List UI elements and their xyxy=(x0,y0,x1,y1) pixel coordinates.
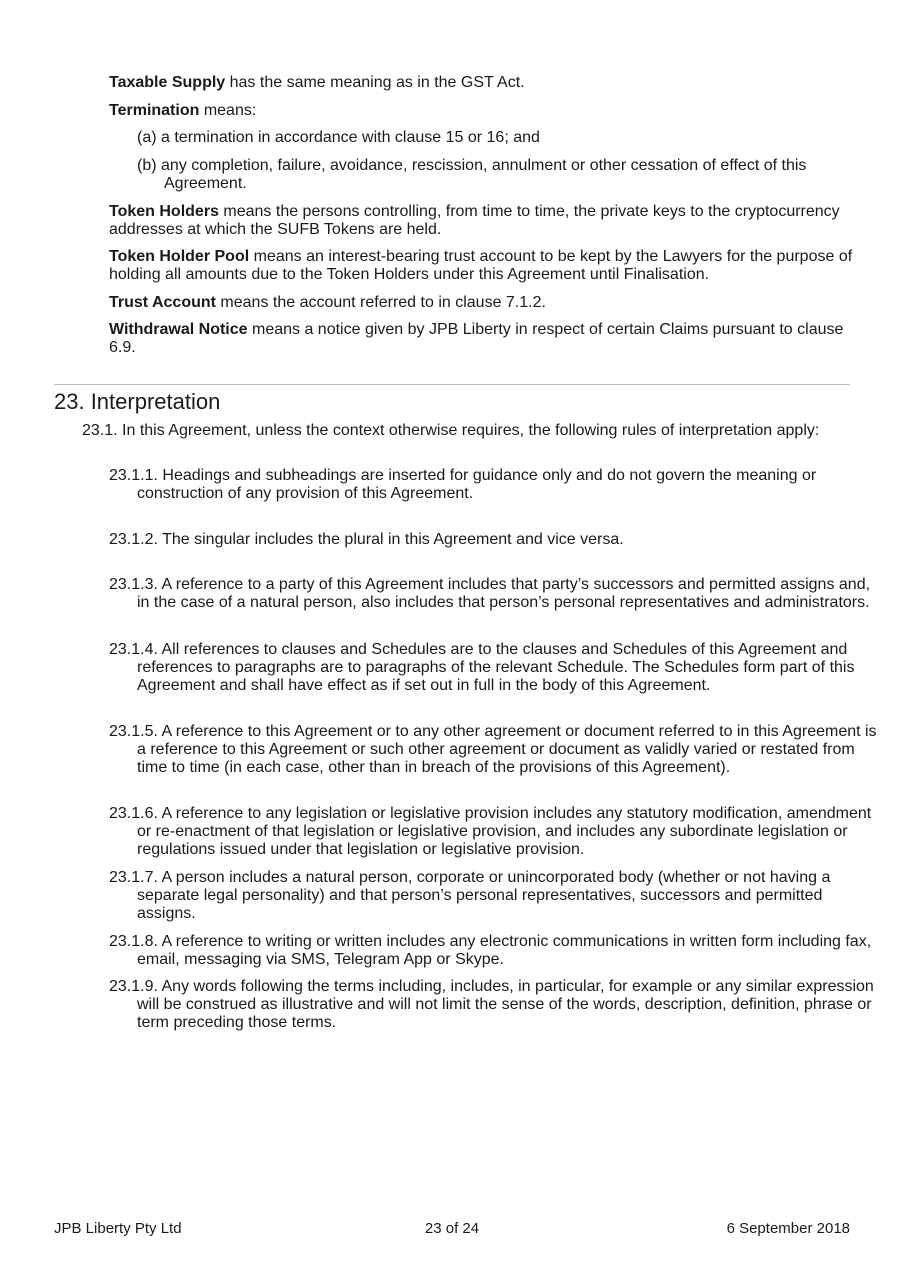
clause-number: 23.1.6. xyxy=(109,805,158,822)
definition-text: has the same meaning as in the GST Act. xyxy=(225,74,525,91)
definition-term: Trust Account xyxy=(109,294,216,311)
clause-number: 23.1.9. xyxy=(109,978,158,995)
clause-23-1-9 xyxy=(109,978,882,1032)
section-divider xyxy=(54,384,850,385)
termination-item-a xyxy=(137,129,879,147)
definition-text: means: xyxy=(199,102,257,119)
definition-text: means the persons controlling, from time to time, the private keys to the cryptocurrency addresses at which the SUFB Tokens are held. xyxy=(109,203,840,238)
section-heading: 23. Interpretation xyxy=(54,389,221,414)
definition-termination xyxy=(109,102,854,120)
clause-text: A reference to this Agreement or to any other agreement or document referred to in this Agreement is a reference to this Agreement or such other agreement or document as validly varied or restated from time to time (in each case, other than in breach of the provisions of this Agreement). xyxy=(137,723,877,776)
item-label: (b) xyxy=(137,157,157,174)
footer-company: JPB Liberty Pty Ltd xyxy=(54,1220,182,1237)
clause-23-1-8 xyxy=(109,933,882,969)
clause-23-1-7 xyxy=(109,869,882,923)
item-label: (a) xyxy=(137,129,157,146)
clause-text: A reference to writing or written includes any electronic communications in written form including fax, email, messaging via SMS, Telegram App or Skype. xyxy=(137,933,872,968)
definition-withdrawal-notice xyxy=(109,321,854,357)
clause-text: All references to clauses and Schedules are to the clauses and Schedules of this Agreement and references to paragraphs are to paragraphs of the relevant Schedule. The Schedules form part of this Agreement and shall have effect as if set out in full in the body of this Agreement. xyxy=(137,641,855,694)
clause-23-1-3 xyxy=(109,576,882,612)
clause-23-1-1 xyxy=(109,467,882,503)
definition-text: means an interest-bearing trust account to be kept by the Lawyers for the purpose of holding all amounts due to the Token Holders under this Agreement until Finalisation. xyxy=(109,248,853,283)
clause-number: 23.1.5. xyxy=(109,723,158,740)
definition-trust-account xyxy=(109,294,854,312)
clause-23-1-5 xyxy=(109,723,882,777)
definition-text: means the account referred to in clause 7.1.2. xyxy=(215,294,546,311)
clause-text: Any words following the terms including, includes, in particular, for example or any similar expression will be construed as illustrative and will not limit the sense of the words, description, definition, phrase or term preceding those terms. xyxy=(137,978,874,1031)
clause-number: 23.1. xyxy=(82,422,118,439)
clause-number: 23.1.2. xyxy=(109,531,158,548)
clause-23-1-2 xyxy=(109,531,882,549)
termination-item-b xyxy=(137,157,879,193)
definition-term: Token Holder Pool xyxy=(109,248,250,265)
clause-number: 23.1.3. xyxy=(109,576,158,593)
clause-text: A person includes a natural person, corporate or unincorporated body (whether or not having a separate legal personality) and that person’s personal representatives, successors and permitted assigns. xyxy=(137,869,831,922)
clause-number: 23.1.8. xyxy=(109,933,158,950)
definition-term: Termination xyxy=(109,102,200,119)
clause-text: In this Agreement, unless the context otherwise requires, the following rules of interpretation apply: xyxy=(122,422,820,439)
definition-text: means a notice given by JPB Liberty in respect of certain Claims pursuant to clause 6.9. xyxy=(109,321,844,356)
definition-term: Withdrawal Notice xyxy=(109,321,248,338)
clause-23-1-4 xyxy=(109,641,882,695)
clause-number: 23.1.1. xyxy=(109,467,158,484)
clause-text: A reference to any legislation or legislative provision includes any statutory modification, amendment or re-enactment of that legislation or legislative provision, and includes any subordinate legislation or regulations issued under that legislation or legislative provision. xyxy=(137,805,872,858)
definition-taxable-supply xyxy=(109,74,854,92)
clause-23-1-6 xyxy=(109,805,882,859)
item-text: any completion, failure, avoidance, rescission, annulment or other cessation of effect of this Agreement. xyxy=(161,157,807,192)
clause-number: 23.1.7. xyxy=(109,869,158,886)
clause-text: Headings and subheadings are inserted for guidance only and do not govern the meaning or construction of any provision of this Agreement. xyxy=(137,467,817,502)
clause-text: The singular includes the plural in this Agreement and vice versa. xyxy=(162,531,624,548)
definition-term: Token Holders xyxy=(109,203,219,220)
item-text: a termination in accordance with clause 15 or 16; and xyxy=(161,129,540,146)
footer-date: 6 September 2018 xyxy=(726,1220,850,1237)
clause-text: A reference to a party of this Agreement includes that party’s successors and permitted assigns and, in the case of a natural person, also includes that person’s personal representatives and administrators. xyxy=(137,576,871,611)
definition-token-holder-pool xyxy=(109,248,854,284)
clause-23-1 xyxy=(82,422,893,440)
definition-token-holders xyxy=(109,203,854,239)
clause-number: 23.1.4. xyxy=(109,641,158,658)
definition-term: Taxable Supply xyxy=(109,74,226,91)
footer-page-number: 23 of 24 xyxy=(424,1220,480,1237)
